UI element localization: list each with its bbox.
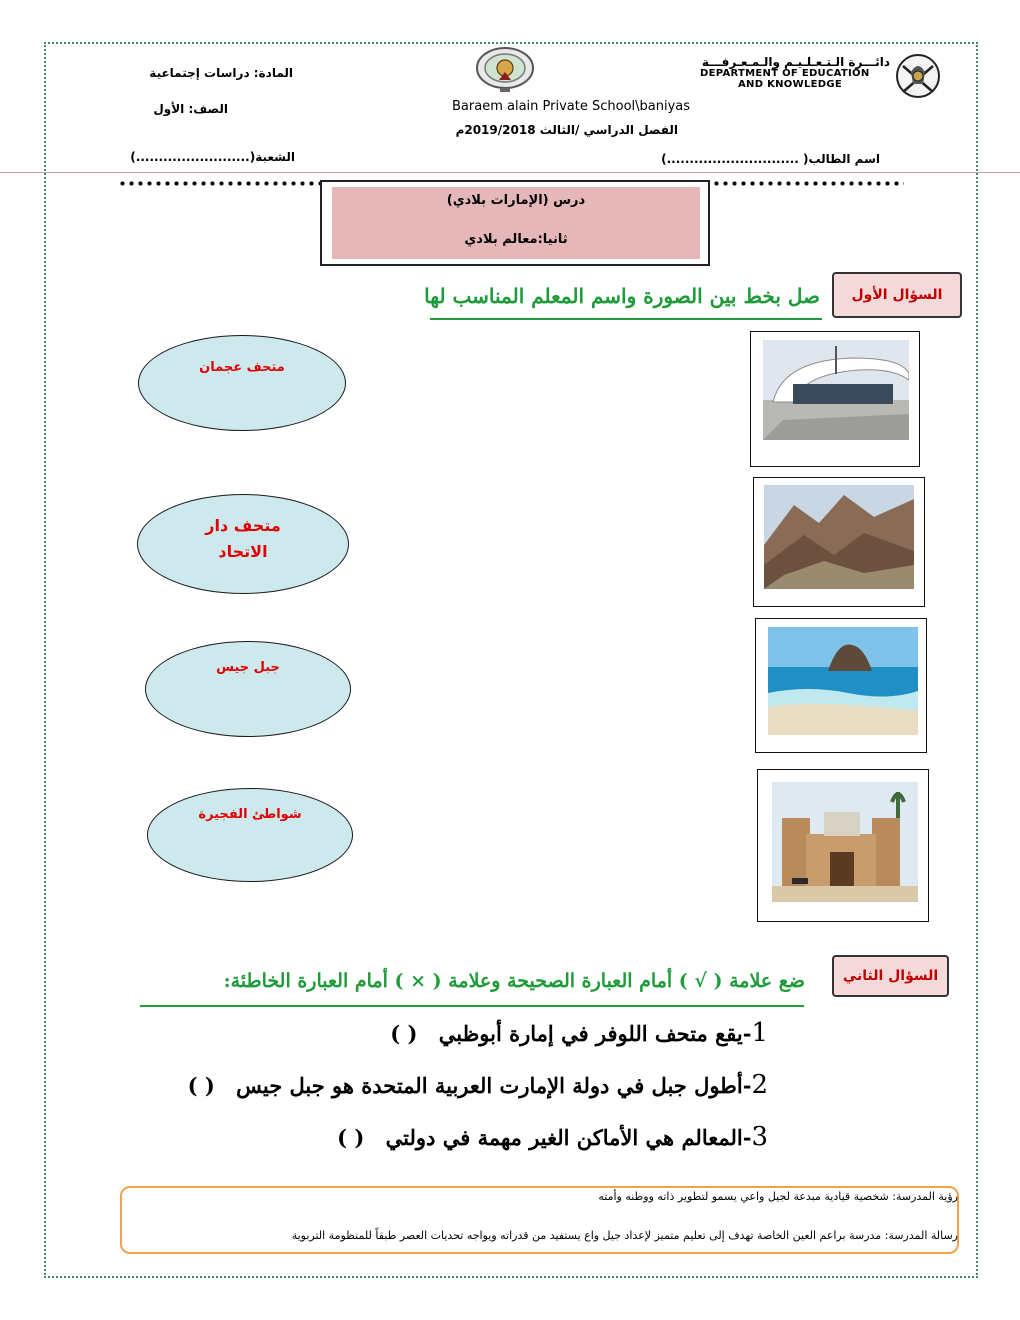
option-etihad-museum-label-1: متحف دار	[205, 516, 281, 535]
statement-1-text: -يقع متحف اللوفر في إمارة أبوظبي	[438, 1021, 752, 1046]
statement-1-answer[interactable]: ( )	[390, 1021, 418, 1046]
statement-1-number: 1	[751, 1018, 768, 1048]
question-1-label: السؤال الأول	[832, 272, 962, 318]
school-mission: رسالة المدرسة: مدرسة براعم العين الخاصة تهدف إلى تعليم متميز لإعداد جيل واع يستفيد من قدراته ويواجه تحديات العصر طبقاً للمنظومة التربوية	[291, 1229, 958, 1242]
lesson-title: درس (الإمارات بلادي)	[446, 193, 586, 208]
photo-fort[interactable]	[757, 769, 929, 922]
statement-2	[188, 1070, 768, 1100]
option-etihad-museum[interactable]	[137, 494, 349, 594]
statement-2-text: -أطول جبل في دولة الإمارت العربية المتحدة هو جبل جيس	[236, 1073, 752, 1098]
section-field: الشعبة(.........................)	[130, 150, 295, 164]
statement-3-answer[interactable]: ( )	[337, 1125, 365, 1150]
statement-3-number: 3	[751, 1122, 768, 1152]
option-fujairah-beaches-label: شواطئ الفجيرة	[198, 807, 302, 822]
question-2-label: السؤال الثاني	[832, 955, 949, 997]
option-ajman-museum[interactable]	[138, 335, 346, 431]
school-logo-icon	[470, 46, 540, 94]
option-jebel-jais[interactable]	[145, 641, 351, 737]
option-etihad-museum-label-2: الاتحاد	[218, 542, 268, 561]
option-ajman-museum-label: متحف عجمان	[199, 360, 285, 375]
question-2-instruction: ضع علامة ( √ ) أمام العبارة الصحيحة وعلامة ( × ) أمام العبارة الخاطئة:	[223, 970, 805, 992]
mountain-photo-icon	[764, 485, 914, 589]
subject-label: المادة: دراسات إجتماعية	[149, 66, 293, 80]
lesson-subtitle: ثانيا:معالم بلادي	[464, 232, 568, 247]
grade-label: الصف: الأول	[153, 102, 228, 116]
statement-3-text: -المعالم هي الأماكن الغير مهمة في دولتي	[385, 1125, 752, 1150]
statement-2-answer[interactable]: ( )	[187, 1073, 215, 1098]
school-name: Baraem alain Private School\baniyas	[452, 99, 691, 114]
department-name-en-1: DEPARTMENT OF EDUCATION	[700, 68, 870, 79]
question-1-underline	[430, 318, 822, 320]
question-1-instruction: صل بخط بين الصورة واسم المعلم المناسب لها	[424, 284, 820, 308]
header-separator-line	[0, 172, 1020, 173]
student-name-field: اسم الطالب( .............................)	[661, 152, 880, 166]
museum-building-photo-icon	[763, 340, 909, 440]
beach-rock-photo-icon	[768, 627, 918, 735]
statement-3	[337, 1122, 768, 1152]
photo-mountain[interactable]	[753, 477, 925, 607]
photo-museum-building[interactable]	[750, 331, 920, 467]
department-name-en-2: AND KNOWLEDGE	[738, 79, 842, 90]
statement-2-number: 2	[751, 1070, 768, 1100]
question-2-underline	[140, 1005, 804, 1007]
emirate-emblem-icon	[893, 52, 943, 100]
term-label: الفصل الدراسي /الثالث 2019/2018م	[455, 123, 678, 137]
option-jebel-jais-label: جبل جيس	[216, 660, 280, 675]
statement-1	[390, 1018, 768, 1048]
department-name-ar: دائـــرة الـتـعـلـيـم والـمـعـرفـــة	[701, 55, 890, 69]
school-vision: رؤية المدرسة: شخصية قيادية مبدعة لجيل واعي يسمو لتطوير ذاته ووطنه وأمته	[598, 1190, 958, 1203]
option-fujairah-beaches[interactable]	[147, 788, 353, 882]
photo-beach[interactable]	[755, 618, 927, 753]
fort-photo-icon	[772, 782, 918, 902]
